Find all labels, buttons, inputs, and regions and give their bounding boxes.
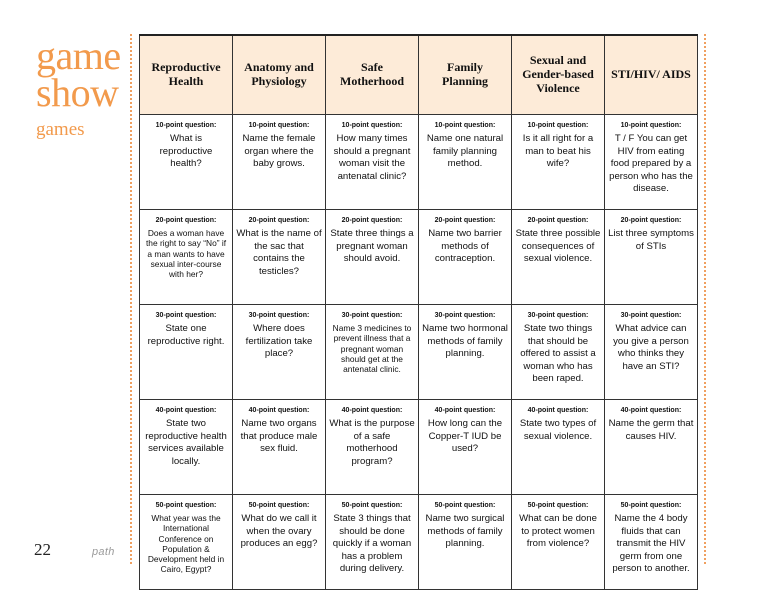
points-label: 50-point question: xyxy=(527,502,589,509)
question-text: Name one natural family planning method. xyxy=(426,133,504,170)
table-row xyxy=(140,305,698,400)
question-text: What do we call it when the ovary produces an egg? xyxy=(240,513,318,550)
question-text: What advice can you give a person who thinks they have an STI? xyxy=(613,323,689,372)
question-cell xyxy=(512,210,605,305)
question-cell xyxy=(605,210,698,305)
points-label: 10-point question: xyxy=(341,122,403,129)
question-text: Name the 4 body fluids that can transmit the HIV germ from one person to another. xyxy=(612,513,690,574)
question-text: Is it all right for a man to beat his wife? xyxy=(522,133,594,170)
question-cell xyxy=(233,210,326,305)
table-row xyxy=(140,210,698,305)
question-cell xyxy=(512,495,605,590)
points-label: 30-point question: xyxy=(434,312,496,319)
left-dotted-divider xyxy=(130,34,132,564)
question-text: State three possible consequences of sexual violence. xyxy=(515,228,601,265)
question-text: Where does fertilization take place? xyxy=(245,323,313,360)
question-cell xyxy=(326,210,419,305)
table-row xyxy=(140,400,698,495)
question-text: How long can the Copper-T IUD be used? xyxy=(427,418,503,455)
points-label: 20-point question: xyxy=(527,217,589,224)
points-label: 30-point question: xyxy=(341,312,403,319)
points-label: 50-point question: xyxy=(434,502,496,509)
page-number: 22 xyxy=(34,540,51,559)
question-text: State two things that should be offered to assist a woman who has been raped. xyxy=(520,323,596,384)
page-heading xyxy=(36,33,121,140)
question-text: State two types of sexual violence. xyxy=(519,418,597,442)
question-cell xyxy=(326,495,419,590)
points-label: 40-point question: xyxy=(341,407,403,414)
points-label: 40-point question: xyxy=(620,407,682,414)
points-label: 50-point question: xyxy=(248,502,310,509)
right-dotted-divider xyxy=(704,34,706,564)
question-text: What is reproductive health? xyxy=(159,133,213,170)
question-cell xyxy=(419,400,512,495)
question-cell xyxy=(512,400,605,495)
points-label: 40-point question: xyxy=(155,407,217,414)
points-label: 10-point question: xyxy=(527,122,589,129)
points-label: 30-point question: xyxy=(527,312,589,319)
category-header: Sexual and Gender-based Violence xyxy=(512,35,605,115)
points-label: 10-point question: xyxy=(434,122,496,129)
heading-line-show: show xyxy=(36,69,119,115)
points-label: 30-point question: xyxy=(620,312,682,319)
points-label: 50-point question: xyxy=(341,502,403,509)
question-cell xyxy=(233,495,326,590)
game-board-table xyxy=(139,34,698,590)
points-label: 20-point question: xyxy=(155,217,217,224)
question-text: What is the purpose of a safe motherhood program? xyxy=(329,418,415,467)
points-label: 40-point question: xyxy=(527,407,589,414)
question-text: Name two hormonal methods of family planning. xyxy=(422,323,508,360)
question-cell xyxy=(140,400,233,495)
question-text: Name two surgical methods of family planning. xyxy=(425,513,505,550)
question-text: Does a woman have the right to say “No” if a man wants to have sexual inter-course with her? xyxy=(145,228,227,280)
question-cell xyxy=(326,115,419,210)
question-cell xyxy=(233,305,326,400)
question-cell xyxy=(419,495,512,590)
question-cell xyxy=(512,305,605,400)
path-logo: path xyxy=(92,546,115,558)
question-cell xyxy=(326,400,419,495)
question-text: T / F You can get HIV from eating food prepared by a person who has the disease. xyxy=(609,133,693,194)
points-label: 20-point question: xyxy=(620,217,682,224)
question-text: Name the germ that causes HIV. xyxy=(608,418,694,442)
question-text: What can be done to protect women from violence? xyxy=(519,513,597,550)
question-cell xyxy=(512,115,605,210)
question-cell xyxy=(419,115,512,210)
points-label: 30-point question: xyxy=(248,312,310,319)
question-cell xyxy=(605,400,698,495)
question-cell xyxy=(140,495,233,590)
question-text: What is the name of the sac that contains the testicles? xyxy=(236,228,322,277)
question-cell xyxy=(140,210,233,305)
question-cell xyxy=(419,305,512,400)
category-header: Anatomy and Physiology xyxy=(233,35,326,115)
points-label: 30-point question: xyxy=(155,312,217,319)
question-cell xyxy=(233,115,326,210)
points-label: 10-point question: xyxy=(620,122,682,129)
question-cell xyxy=(140,305,233,400)
category-header: Safe Motherhood xyxy=(326,35,419,115)
question-text: State one reproductive right. xyxy=(147,323,225,347)
question-cell xyxy=(605,115,698,210)
category-header: Family Planning xyxy=(419,35,512,115)
question-text: Name the female organ where the baby grows. xyxy=(242,133,316,170)
table-row xyxy=(140,115,698,210)
question-text: Name two barrier methods of contraception. xyxy=(428,228,502,265)
question-text: How many times should a pregnant woman visit the antenatal clinic? xyxy=(333,133,411,182)
points-label: 20-point question: xyxy=(434,217,496,224)
question-cell xyxy=(326,305,419,400)
question-text: State 3 things that should be done quickly if a woman has a problem during delivery. xyxy=(332,513,412,574)
question-text: Name two organs that produce male sex fluid. xyxy=(240,418,318,455)
question-text: What year was the International Conference on Population & Development held in Cairo, Egypt? xyxy=(147,513,225,575)
category-header: Reproductive Health xyxy=(140,35,233,115)
points-label: 10-point question: xyxy=(248,122,310,129)
question-cell xyxy=(233,400,326,495)
question-text: List three symptoms of STIs xyxy=(608,228,694,252)
heading-line-game: game xyxy=(36,33,121,78)
category-header-row xyxy=(140,35,698,115)
points-label: 20-point question: xyxy=(248,217,310,224)
points-label: 20-point question: xyxy=(341,217,403,224)
question-text: State two reproductive health services available locally. xyxy=(145,418,227,467)
question-text: State three things a pregnant woman should avoid. xyxy=(330,228,414,265)
table-row xyxy=(140,495,698,590)
question-cell xyxy=(605,495,698,590)
question-cell xyxy=(419,210,512,305)
question-cell xyxy=(140,115,233,210)
question-cell xyxy=(605,305,698,400)
heading-line-games: games xyxy=(36,118,85,140)
points-label: 40-point question: xyxy=(434,407,496,414)
points-label: 40-point question: xyxy=(248,407,310,414)
category-header: STI/HIV/ AIDS xyxy=(605,35,698,115)
question-text: Name 3 medicines to prevent illness that a pregnant woman should get at the antenatal clinic. xyxy=(332,323,412,375)
points-label: 10-point question: xyxy=(155,122,217,129)
points-label: 50-point question: xyxy=(620,502,682,509)
points-label: 50-point question: xyxy=(155,502,217,509)
